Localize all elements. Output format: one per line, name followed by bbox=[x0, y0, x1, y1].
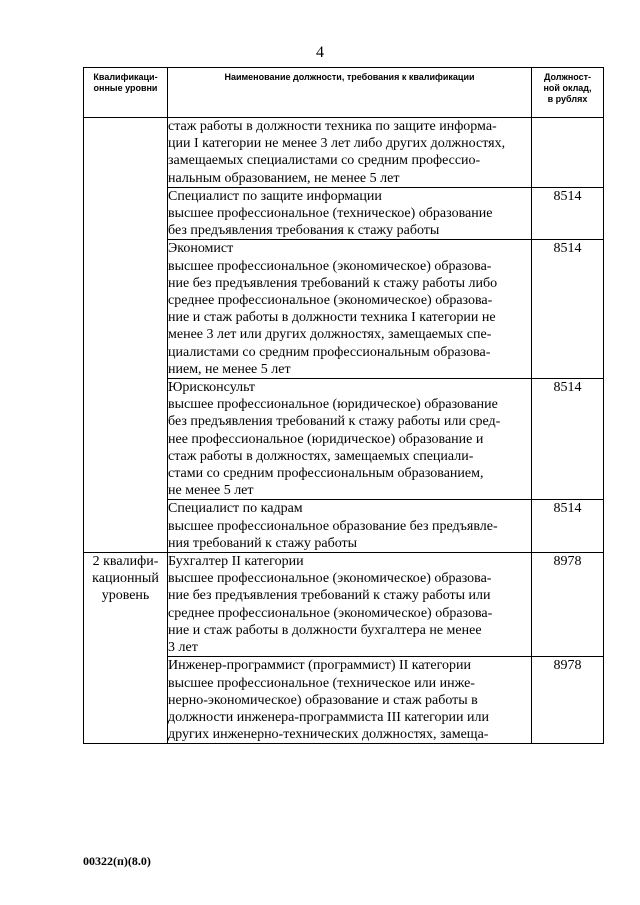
requirement-line: ние без предъявления требований к стажу работы либо bbox=[168, 275, 498, 291]
salary-cell: 8514 bbox=[532, 379, 604, 500]
requirement-line: других инженерно-технических должностях, замеща- bbox=[168, 727, 489, 743]
requirement-line: циалистами со средним профессиональным образова- bbox=[168, 344, 491, 360]
page-number: 4 bbox=[316, 44, 324, 61]
qualification-level-line: уровень bbox=[101, 588, 150, 604]
qualification-level-cell bbox=[84, 118, 168, 553]
qualification-level-cell bbox=[84, 553, 168, 744]
position-description-cell bbox=[168, 500, 532, 553]
requirement-line: высшее профессиональное (техническое или инже- bbox=[168, 675, 475, 691]
position-title: Юрисконсульт bbox=[168, 380, 256, 396]
header-level bbox=[84, 68, 168, 118]
table-row bbox=[84, 553, 604, 657]
requirement-line: стами со средним профессиональным образованием, bbox=[168, 466, 484, 482]
header-salary-line-3: в рублях bbox=[547, 94, 588, 104]
requirement-line: ние и стаж работы в должности техника I категории не bbox=[168, 310, 496, 326]
requirement-line: не менее 5 лет bbox=[168, 483, 254, 499]
requirement-line: стаж работы в должности техника по защите информа- bbox=[168, 119, 497, 134]
requirement-line: среднее профессиональное (экономическое) образова- bbox=[168, 293, 493, 309]
requirement-line: высшее профессиональное образование без предъявле- bbox=[168, 518, 498, 534]
position-title: Бухгалтер II категории bbox=[168, 554, 304, 570]
requirement-line: нее профессиональное (юридическое) образование и bbox=[168, 431, 484, 447]
requirement-line: высшее профессиональное (экономическое) образова- bbox=[168, 571, 492, 587]
table-body bbox=[84, 118, 604, 744]
requirement-line: ции I категории не менее 3 лет либо других должностях, bbox=[168, 136, 506, 152]
requirement-line: ния требований к стажу работы bbox=[168, 535, 358, 551]
position-description-cell bbox=[168, 118, 532, 188]
salary-cell bbox=[532, 118, 604, 188]
header-level-line-1: Квалификаци- bbox=[93, 72, 158, 82]
document-code: 00322(п)(8.0) bbox=[83, 854, 151, 868]
table-row bbox=[84, 118, 604, 188]
qualification-table bbox=[83, 67, 604, 744]
header-salary bbox=[532, 68, 604, 118]
qualification-level-line: кационный bbox=[92, 571, 159, 587]
salary-cell: 8514 bbox=[532, 240, 604, 379]
table-header-row bbox=[84, 68, 604, 118]
salary-cell: 8978 bbox=[532, 657, 604, 744]
requirement-line: нальным образованием, не менее 5 лет bbox=[168, 170, 400, 186]
position-title: Экономист bbox=[168, 241, 234, 257]
header-level-line-2: онные уровни bbox=[93, 83, 158, 93]
requirement-line: менее 3 лет или других должностях, замещаемых спе- bbox=[168, 327, 492, 343]
requirement-line: стаж работы в должностях, замещаемых специали- bbox=[168, 448, 474, 464]
salary-cell: 8978 bbox=[532, 553, 604, 657]
header-salary-line-1: Должност- bbox=[543, 72, 592, 82]
requirement-line: высшее профессиональное (техническое) образование bbox=[168, 206, 493, 222]
salary-cell: 8514 bbox=[532, 187, 604, 240]
requirement-line: ние и стаж работы в должности бухгалтера не менее bbox=[168, 622, 482, 638]
salary-cell: 8514 bbox=[532, 500, 604, 553]
requirement-line: без предъявления требований к стажу работы или сред- bbox=[168, 414, 501, 430]
requirement-line: замещаемых специалистами со средним профессио- bbox=[168, 153, 481, 169]
position-description-cell bbox=[168, 657, 532, 744]
header-description: Наименование должности, требования к квалификации bbox=[168, 68, 532, 118]
header-salary-line-2: ной оклад, bbox=[543, 83, 592, 93]
requirement-line: высшее профессиональное (юридическое) образование bbox=[168, 397, 498, 413]
requirement-line: должности инженера-программиста III категории или bbox=[168, 709, 490, 725]
qualification-level-line: 2 квалифи- bbox=[92, 554, 159, 570]
position-title: Специалист по кадрам bbox=[168, 501, 303, 517]
requirement-line: без предъявления требования к стажу работы bbox=[168, 223, 440, 239]
requirement-line: высшее профессиональное (экономическое) образова- bbox=[168, 258, 492, 274]
requirement-line: ние без предъявления требований к стажу работы или bbox=[168, 588, 491, 604]
position-description-cell bbox=[168, 240, 532, 379]
requirement-line: нием, не менее 5 лет bbox=[168, 361, 291, 377]
position-description-cell bbox=[168, 187, 532, 240]
requirement-line: среднее профессиональное (экономическое) образова- bbox=[168, 605, 493, 621]
requirement-line: 3 лет bbox=[168, 640, 198, 656]
position-description-cell bbox=[168, 379, 532, 500]
requirement-line: нерно-экономическое) образование и стаж работы в bbox=[168, 692, 478, 708]
position-description-cell bbox=[168, 553, 532, 657]
position-title: Специалист по защите информации bbox=[168, 188, 382, 204]
position-title: Инженер-программист (программист) II категории bbox=[168, 658, 471, 674]
